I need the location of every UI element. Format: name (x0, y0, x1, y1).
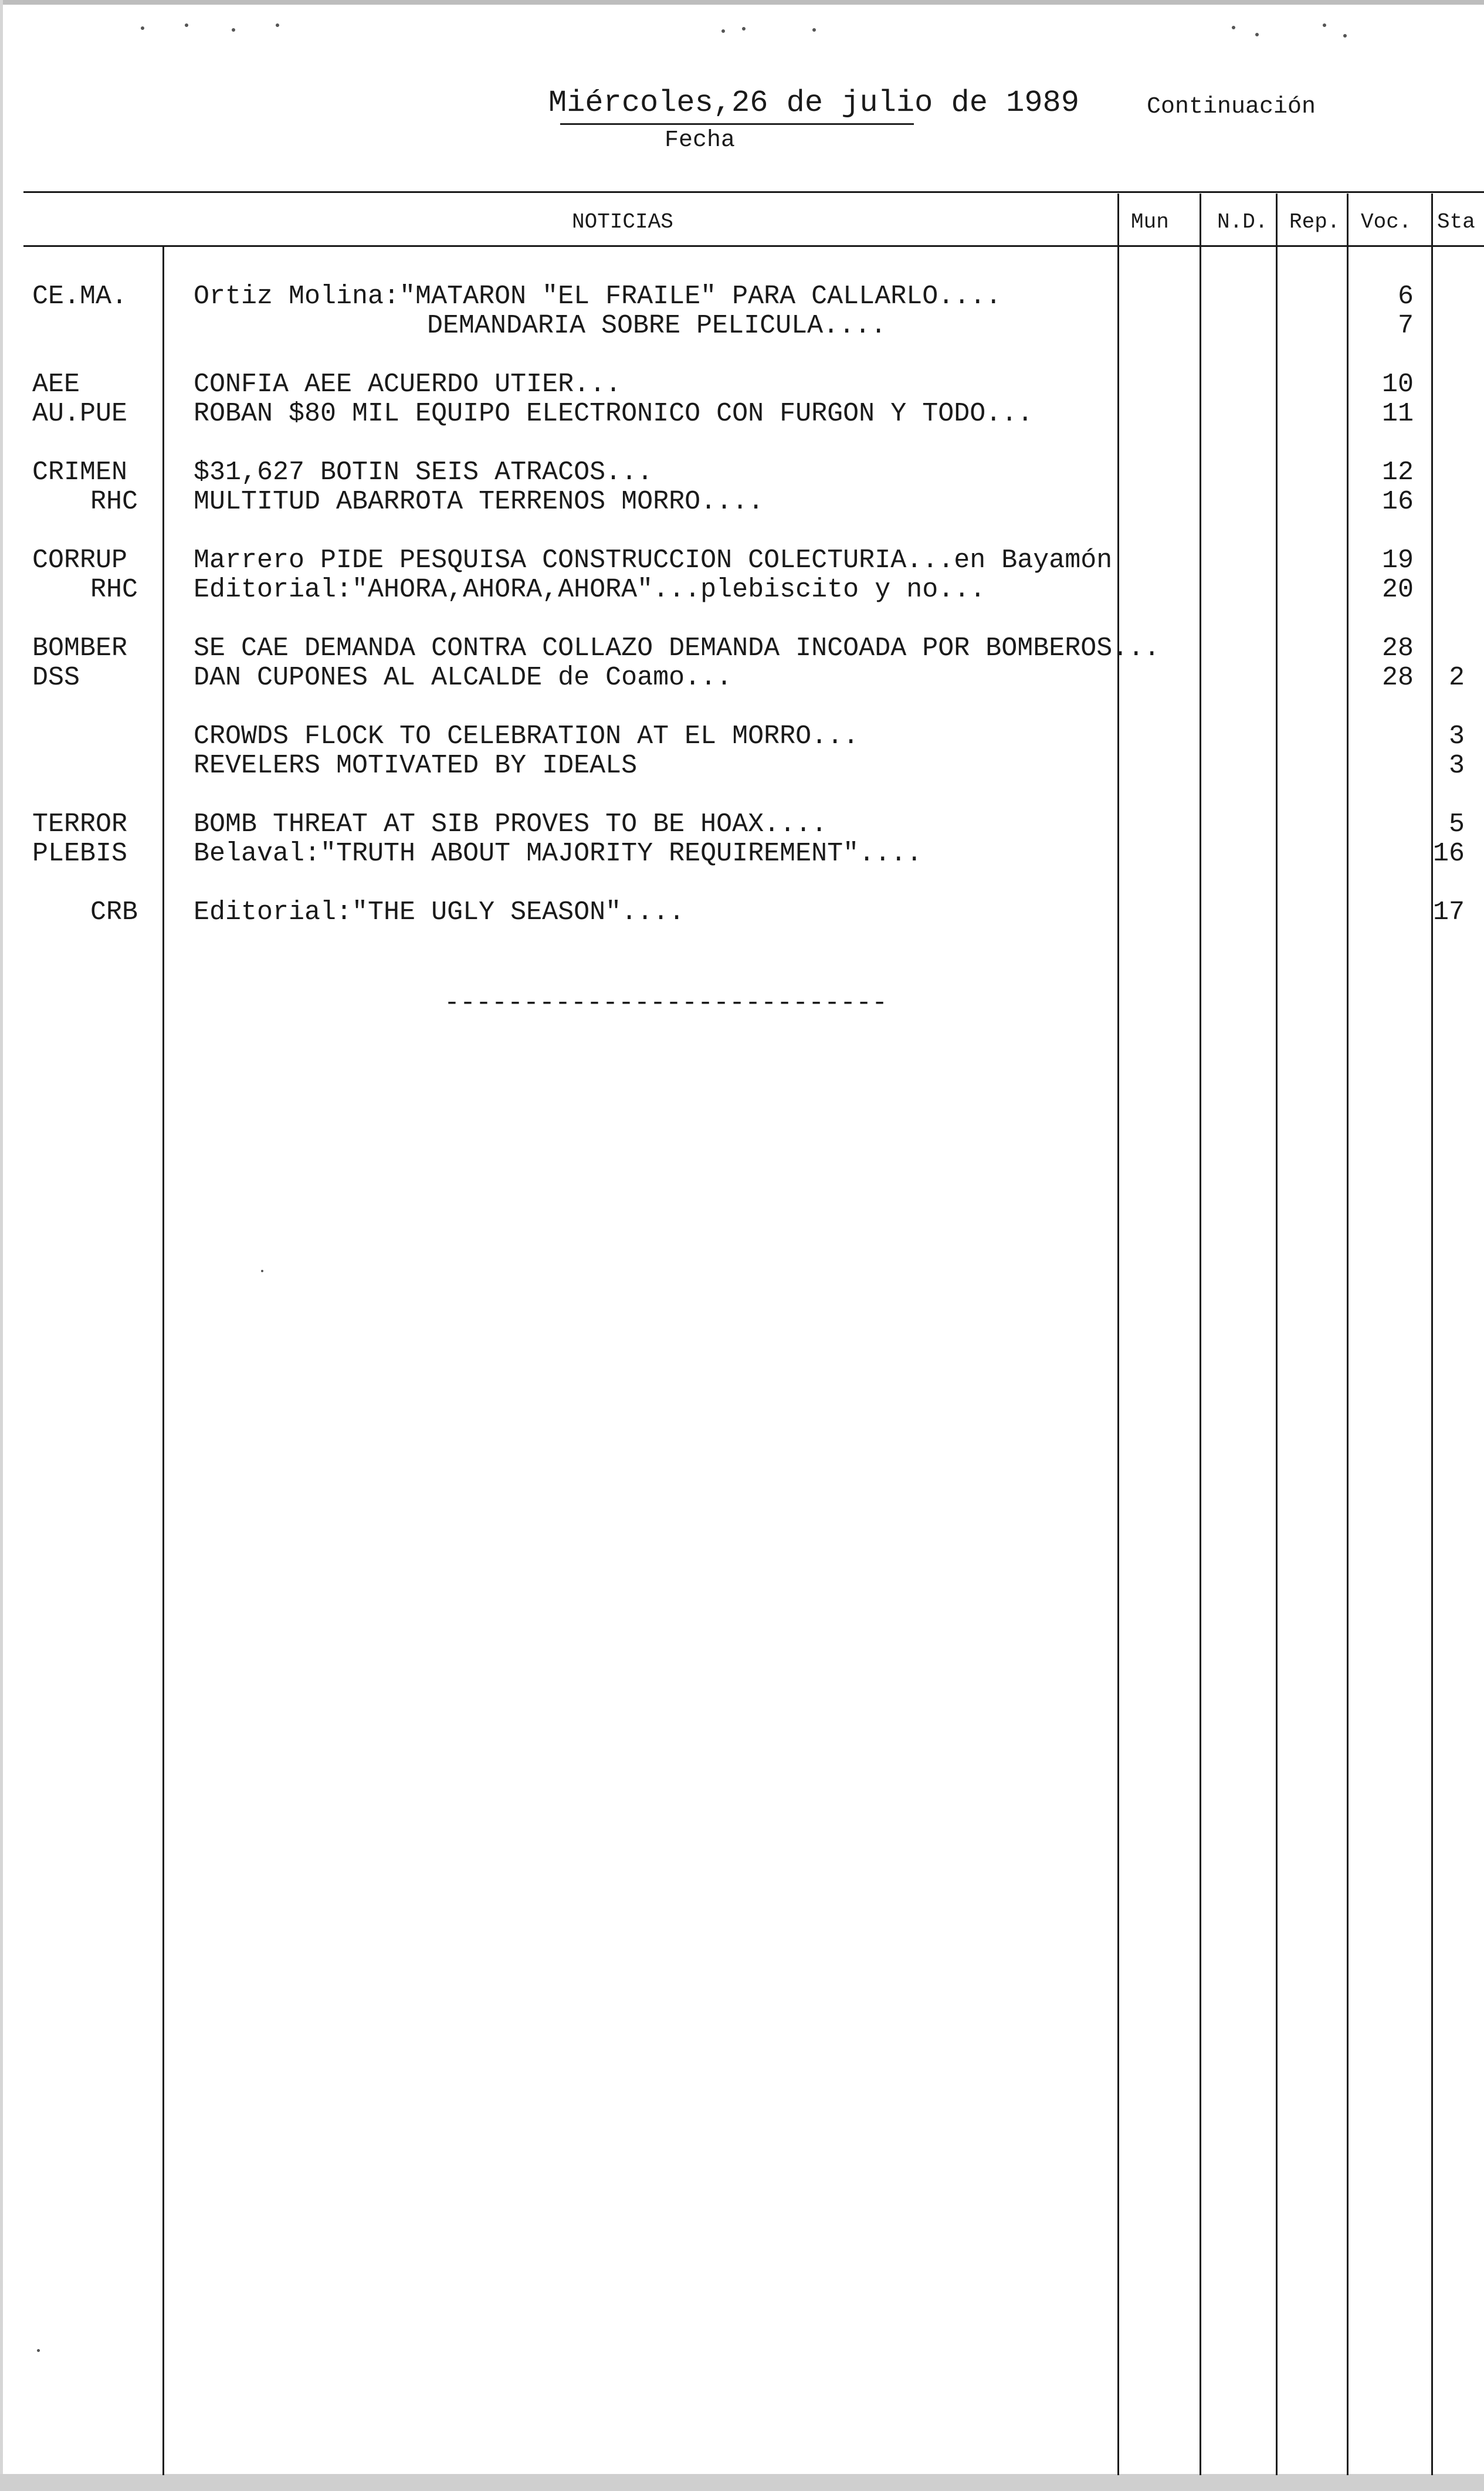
row-sigla: AEE (32, 370, 80, 399)
row-sigla: RHC (90, 575, 138, 605)
row-voc: 11 (1381, 399, 1414, 429)
column-header-nd: N.D. (1217, 210, 1268, 234)
closing-dash-rule: ---------------------------- (444, 988, 888, 1018)
row-headline: DEMANDARIA SOBRE PELICULA.... (427, 311, 887, 341)
row-voc: 7 (1397, 311, 1414, 341)
row-sta: 17 (1432, 897, 1465, 927)
row-headline: DAN CUPONES AL ALCALDE de Coamo... (194, 663, 733, 693)
scan-edge-top (0, 0, 1484, 5)
row-sigla: DSS (32, 663, 80, 693)
row-headline: $31,627 BOTIN SEIS ATRACOS... (194, 457, 653, 487)
row-voc: 28 (1381, 633, 1414, 663)
date-label: Fecha (665, 127, 736, 154)
row-headline: Marrero PIDE PESQUISA CONSTRUCCION COLECTURIA...en Bayamón (194, 545, 1113, 575)
scan-speck (1343, 34, 1347, 38)
row-voc: 10 (1381, 370, 1414, 399)
table-top-rule (23, 191, 1484, 193)
row-sta: 3 (1448, 751, 1465, 781)
row-sigla: PLEBIS (32, 839, 128, 869)
row-sigla: BOMBER (32, 633, 128, 663)
row-sta: 3 (1448, 721, 1465, 751)
voc-column-rule (1347, 194, 1349, 2475)
row-voc: 6 (1397, 282, 1414, 311)
row-voc: 16 (1381, 487, 1414, 517)
scan-speck (721, 29, 725, 33)
scan-edge-bottom (0, 2474, 1484, 2491)
continuation-label: Continuación (1147, 94, 1316, 120)
row-headline: Editorial:"THE UGLY SEASON".... (194, 897, 685, 927)
column-header-sta: Sta (1437, 210, 1475, 234)
rep-column-rule (1276, 194, 1278, 2475)
row-headline: BOMB THREAT AT SIB PROVES TO BE HOAX.... (194, 809, 828, 839)
row-voc: 28 (1381, 663, 1414, 693)
row-sigla: AU.PUE (32, 399, 128, 429)
scan-speck (185, 23, 188, 27)
sta-column-rule (1431, 194, 1433, 2475)
scan-speck (141, 26, 144, 30)
row-voc: 19 (1381, 545, 1414, 575)
row-headline: MULTITUD ABARROTA TERRENOS MORRO.... (194, 487, 764, 517)
row-sigla: RHC (90, 487, 138, 517)
row-sigla: CRB (90, 897, 138, 927)
scan-speck (261, 1270, 263, 1272)
row-sta: 16 (1432, 839, 1465, 869)
row-headline: Editorial:"AHORA,AHORA,AHORA"...plebiscito y no... (194, 575, 986, 605)
mun-column-rule (1117, 194, 1119, 2475)
scan-edge-left (0, 0, 3, 2491)
scan-speck (276, 23, 279, 27)
row-headline: Belaval:"TRUTH ABOUT MAJORITY REQUIREMENT".... (194, 839, 923, 869)
nd-column-rule (1200, 194, 1201, 2475)
sigla-column-rule (162, 246, 164, 2475)
column-header-rep: Rep. (1289, 210, 1340, 234)
row-headline: Ortiz Molina:"MATARON "EL FRAILE" PARA CALLARLO.... (194, 282, 1002, 311)
row-headline: CROWDS FLOCK TO CELEBRATION AT EL MORRO... (194, 721, 859, 751)
column-header-noticias: NOTICIAS (572, 210, 673, 234)
scan-speck (742, 27, 746, 30)
row-sta: 2 (1448, 663, 1465, 693)
row-sigla: CE.MA. (32, 282, 128, 311)
row-voc: 12 (1381, 457, 1414, 487)
row-headline: ROBAN $80 MIL EQUIPO ELECTRONICO CON FURGON Y TODO... (194, 399, 1034, 429)
row-voc: 20 (1381, 575, 1414, 605)
column-header-mun: Mun (1131, 210, 1169, 234)
scan-speck (1232, 26, 1235, 29)
scan-speck (232, 28, 235, 32)
header-bottom-rule (23, 245, 1484, 247)
scan-speck (1255, 33, 1259, 36)
column-header-voc: Voc. (1361, 210, 1412, 234)
row-sigla: TERROR (32, 809, 128, 839)
row-sigla: CORRUP (32, 545, 128, 575)
row-headline: REVELERS MOTIVATED BY IDEALS (194, 751, 638, 781)
row-sta: 5 (1448, 809, 1465, 839)
row-sigla: CRIMEN (32, 457, 128, 487)
row-headline: SE CAE DEMANDA CONTRA COLLAZO DEMANDA INCOADA POR BOMBEROS... (194, 633, 1160, 663)
scan-speck (812, 28, 816, 32)
row-headline: CONFIA AEE ACUERDO UTIER... (194, 370, 622, 399)
scan-speck (1323, 23, 1326, 27)
scan-speck (37, 2349, 40, 2352)
report-date: Miércoles,26 de julio de 1989 (548, 86, 1079, 120)
date-underline (560, 123, 914, 125)
